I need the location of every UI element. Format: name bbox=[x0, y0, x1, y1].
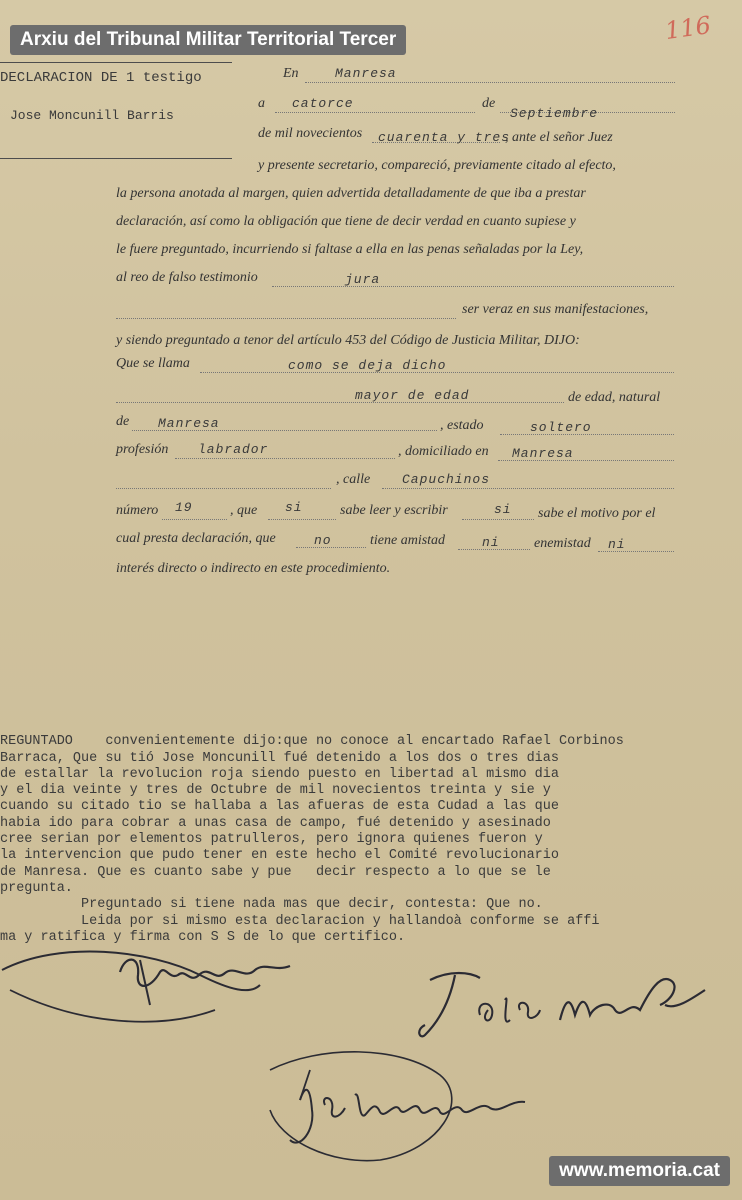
age-line bbox=[116, 402, 564, 403]
numero-label: número bbox=[116, 503, 159, 518]
a-label: a bbox=[258, 96, 265, 111]
mil-label: de mil novecientos bbox=[258, 126, 363, 141]
numero-value: 19 bbox=[175, 500, 193, 515]
edad-natural-label: de edad, natural bbox=[568, 390, 661, 405]
domiciliado-label: , domiciliado en bbox=[398, 444, 489, 459]
form-line-9: y siendo preguntado a tenor del artículo 453 del Código de Justicia Militar, DIJO: bbox=[116, 333, 580, 348]
testimony-line: de Manresa. Que es cuanto sabe y pue decir respecto a lo que se le bbox=[0, 864, 551, 880]
leer-line bbox=[268, 519, 336, 520]
interes-label: interés directo o indirecto en este procedimiento. bbox=[116, 561, 391, 576]
profesion-value: labrador bbox=[198, 442, 269, 457]
form-line-7: al reo de falso testimonio bbox=[116, 270, 258, 285]
profesion-line bbox=[175, 458, 395, 459]
form-line-6: le fuere preguntado, incurriendo si faltase a ella en las penas señaladas por la Ley, bbox=[116, 242, 584, 257]
testimony-line: cree serian por elementos patrulleros, pero ignora quienes fueron y bbox=[0, 832, 543, 848]
age-value: mayor de edad bbox=[355, 388, 470, 403]
witness-name: Jose Moncunill Barris bbox=[10, 108, 174, 123]
en-label: En bbox=[283, 66, 299, 81]
de-label: de bbox=[482, 96, 496, 111]
watermark-url[interactable]: www.memoria.cat bbox=[549, 1156, 730, 1186]
heading-bottom-rule bbox=[0, 158, 232, 159]
calle-value: Capuchinos bbox=[402, 472, 491, 487]
sabe-motivo-label: sabe el motivo por el bbox=[538, 506, 656, 521]
form-line-3: y presente secretario, compareció, previamente citado al efecto, bbox=[258, 158, 616, 173]
motivo-line bbox=[462, 519, 534, 520]
sabe-leer-label: sabe leer y escribir bbox=[340, 503, 448, 518]
enemistad-pre-value: ni bbox=[482, 535, 500, 550]
testimony-line: de estallar la revolucion roja siendo puesto en libertad al mismo dia bbox=[0, 766, 559, 782]
testimony-line: Barraca, Que su tió Jose Moncunill fué detenido a los dos o tres dias bbox=[0, 750, 559, 766]
oath-line bbox=[272, 286, 674, 287]
testimony-line: y el dia veinte y tres de Octubre de mil novecientos treinta y sie y bbox=[0, 783, 551, 799]
declaration-title: DECLARACION DE 1 testigo bbox=[0, 70, 202, 86]
llama-label: Que se llama bbox=[116, 356, 190, 371]
profesion-label: profesión bbox=[116, 442, 169, 457]
ante-label: , ante el señor Juez bbox=[505, 130, 613, 145]
archive-banner: Arxiu del Tribunal Militar Territorial Tercer bbox=[10, 25, 406, 55]
tiene-amistad-label: tiene amistad bbox=[370, 533, 446, 548]
enemistad-label: enemistad bbox=[534, 536, 591, 551]
place-line bbox=[305, 82, 675, 83]
amistad-value: no bbox=[314, 533, 332, 548]
testimony-line: Preguntado si tiene nada mas que decir, contesta: Que no. bbox=[0, 897, 543, 913]
day-value: catorce bbox=[292, 96, 354, 111]
oath-value: jura bbox=[345, 272, 381, 287]
signature-secretary bbox=[240, 1040, 540, 1170]
signature-witness bbox=[410, 960, 710, 1050]
motivo-value: si bbox=[494, 502, 512, 517]
name-value: como se deja dicho bbox=[288, 358, 447, 373]
testimony-line: ma y ratifica y firma con S S de lo que certifico. bbox=[0, 929, 406, 945]
testimony-line: cuando su citado tio se hallaba a las afueras de esta Cudad a las que bbox=[0, 799, 559, 815]
signature-judge bbox=[0, 930, 300, 1040]
testimony-line: habia ido para cobrar a unas casa de campo, fué detenido y asesinado bbox=[0, 815, 551, 831]
day-line bbox=[275, 112, 475, 113]
oath-line-2 bbox=[116, 318, 456, 319]
testimony-line: Leida por si mismo esta declaracion y hallandoà conforme se affi bbox=[0, 913, 600, 929]
leer-value: si bbox=[285, 500, 303, 515]
testimony-line: pregunta. bbox=[0, 880, 73, 896]
cual-label: cual presta declaración, que bbox=[116, 531, 276, 546]
natural-de-label: de bbox=[116, 414, 130, 429]
natural-value: Manresa bbox=[158, 416, 220, 431]
testimony-line: la intervencion que pudo tener en este hecho el Comité revolucionario bbox=[0, 848, 559, 864]
month-value: Septiembre bbox=[510, 106, 599, 121]
form-line-4: la persona anotada al margen, quien advertida detalladamente de que iba a prestar bbox=[116, 186, 586, 201]
calle-line bbox=[382, 488, 674, 489]
year-value: cuarenta y tres bbox=[378, 130, 511, 145]
page-number: 116 bbox=[663, 10, 713, 46]
form-line-8: ser veraz en sus manifestaciones, bbox=[462, 302, 649, 317]
calle-pre-line bbox=[116, 488, 331, 489]
que-label: , que bbox=[230, 503, 258, 518]
numero-line bbox=[162, 519, 227, 520]
form-line-5: declaración, así como la obligación que tiene de decir verdad en cuanto supiese y bbox=[116, 214, 576, 229]
estado-value: soltero bbox=[530, 420, 592, 435]
domicilio-value: Manresa bbox=[512, 446, 574, 461]
enemistad-value: ni bbox=[608, 537, 626, 552]
estado-label: , estado bbox=[440, 418, 484, 433]
heading-top-rule bbox=[0, 62, 232, 63]
testimony-line: REGUNTADO convenientemente dijo:que no conoce al encartado Rafael Corbinos bbox=[0, 734, 624, 750]
calle-label: , calle bbox=[336, 472, 371, 487]
testimony-text bbox=[0, 718, 742, 962]
place-value: Manresa bbox=[335, 66, 397, 81]
